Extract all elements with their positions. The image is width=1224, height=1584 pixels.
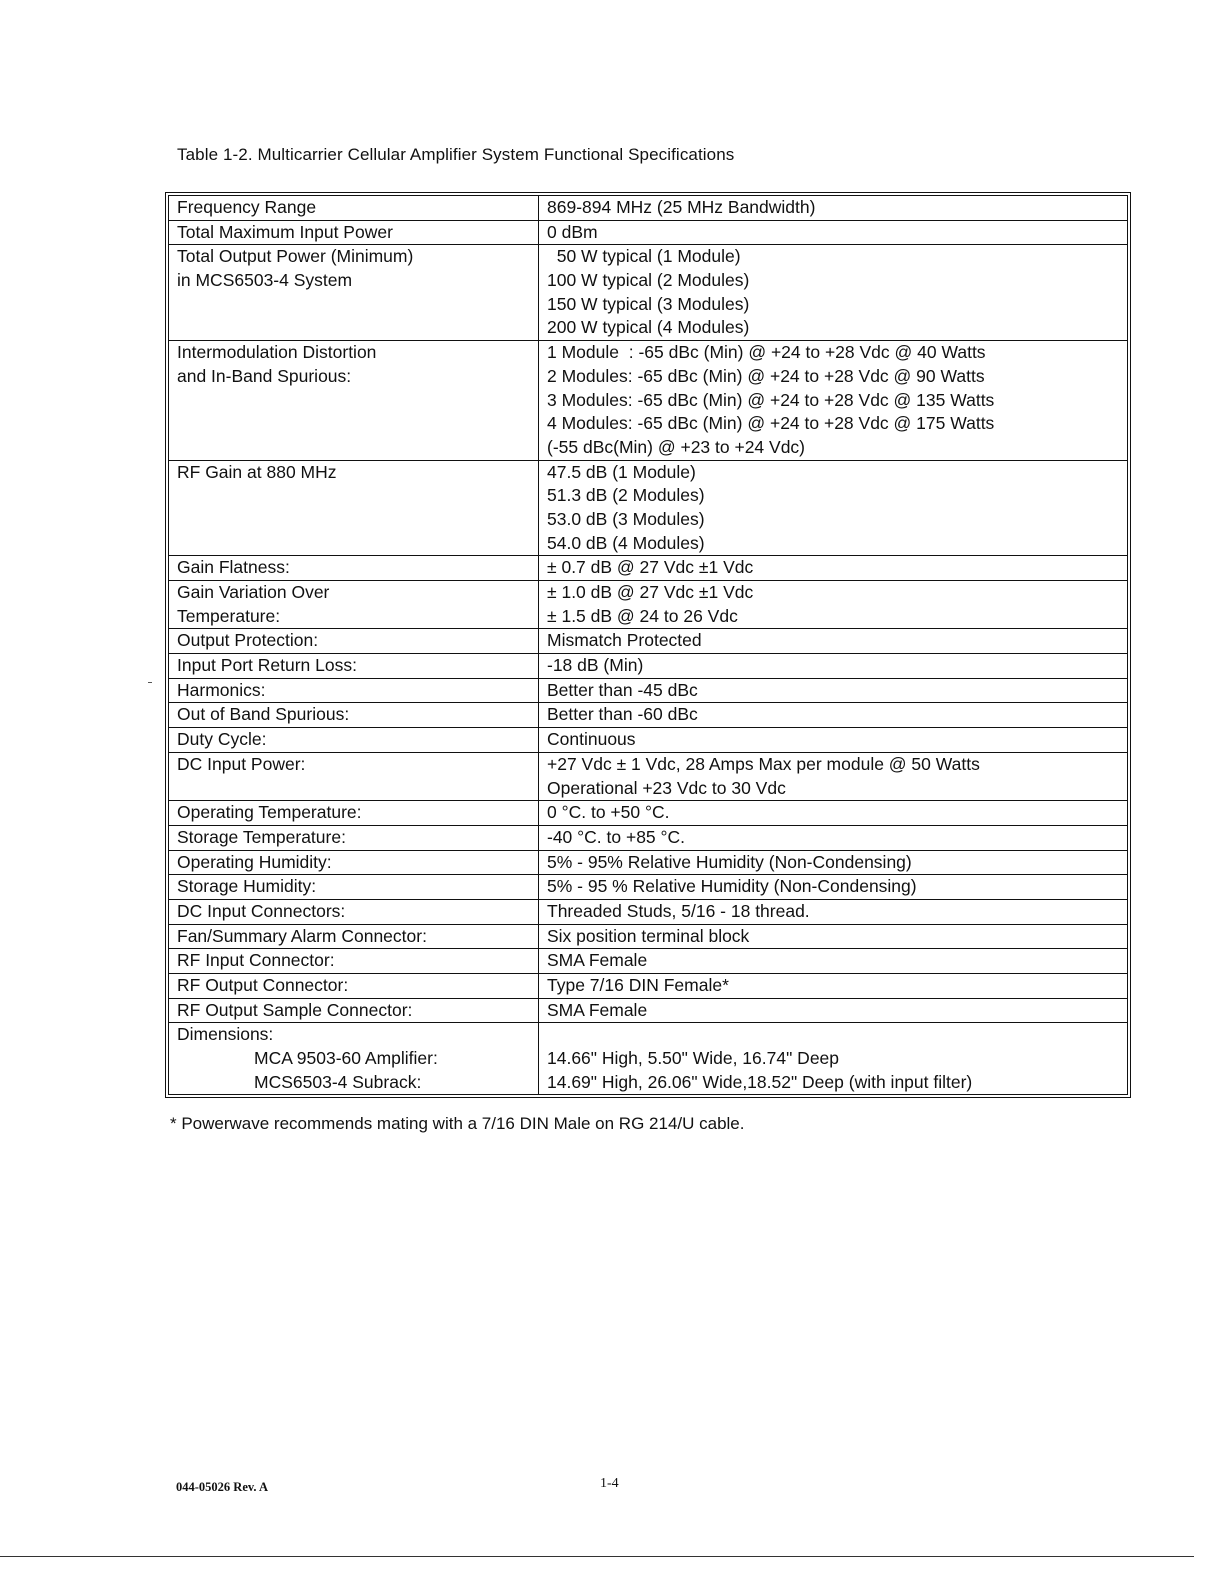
- value-text: Type 7/16 DIN Female*: [547, 975, 729, 995]
- param-cell: [169, 245, 539, 341]
- param-cell: [169, 220, 539, 245]
- param-text: RF Gain at 880 MHz: [177, 461, 337, 482]
- table-row: [169, 752, 1128, 800]
- value-cell: [539, 629, 1128, 654]
- param-cell: [169, 629, 539, 654]
- param-cell: [169, 654, 539, 679]
- value-cell: [539, 949, 1128, 974]
- value-text: SMA Female: [547, 950, 648, 971]
- table-row: [169, 998, 1128, 1023]
- spec-table-body: [169, 196, 1128, 1095]
- param-text: Intermodulation Distortion: [177, 342, 377, 363]
- value-text: Operational +23 Vdc to 30 Vdc: [547, 777, 786, 798]
- table-row: [169, 581, 1128, 629]
- value-cell: [539, 703, 1128, 728]
- value-cell: [539, 899, 1128, 924]
- value-cell: [539, 196, 1128, 221]
- param-cell: [169, 341, 539, 460]
- value-text: 47.5 dB (1 Module): [547, 461, 696, 482]
- value-text: 200 W typical (4 Modules): [547, 317, 750, 338]
- param-cell: [169, 703, 539, 728]
- table-caption: Table 1-2. Multicarrier Cellular Amplifier System Functional Specifications: [177, 145, 735, 164]
- value-cell: [539, 556, 1128, 581]
- scan-mark: [148, 682, 152, 683]
- param-cell: [169, 196, 539, 221]
- param-text: Output Protection:: [177, 630, 319, 651]
- table-row: [169, 875, 1128, 900]
- param-text: in MCS6503-4 System: [177, 270, 353, 291]
- param-text: Fan/Summary Alarm Connector:: [177, 925, 427, 946]
- table-row: [169, 703, 1128, 728]
- param-cell: [169, 728, 539, 753]
- param-cell: [169, 949, 539, 974]
- value-text: 0 dBm: [547, 221, 598, 242]
- value-text: 2 Modules: -65 dBc (Min) @ +24 to +28 Vdc @ 90 Watts: [547, 365, 985, 386]
- amplifier-dimensions-label: MCA 9503-60 Amplifier:: [254, 1048, 438, 1069]
- table-row-dimensions: [169, 1023, 1128, 1095]
- param-text: Total Output Power (Minimum): [177, 246, 414, 267]
- value-cell: [539, 974, 1128, 999]
- dimensions-label: Dimensions:: [177, 1024, 274, 1045]
- value-text: -18 dB (Min): [547, 655, 644, 676]
- value-text: 4 Modules: -65 dBc (Min) @ +24 to +28 Vdc @ 175 Watts: [547, 413, 995, 434]
- param-text: Operating Temperature:: [177, 802, 362, 823]
- param-cell: [169, 825, 539, 850]
- table-row: [169, 220, 1128, 245]
- param-text: DC Input Power:: [177, 753, 306, 774]
- table-row: [169, 924, 1128, 949]
- value-text: ± 1.0 dB @ 27 Vdc ±1 Vdc: [547, 582, 754, 602]
- table-row: [169, 341, 1128, 460]
- page-number: 1-4: [600, 1476, 619, 1491]
- value-cell: [539, 220, 1128, 245]
- subrack-dimensions-value: 14.69" High, 26.06" Wide,18.52" Deep (with input filter): [547, 1071, 973, 1092]
- value-text: 53.0 dB (3 Modules): [547, 508, 705, 529]
- table-row: [169, 949, 1128, 974]
- value-cell: [539, 654, 1128, 679]
- dimensions-spacer: [547, 1023, 1123, 1047]
- param-cell: [169, 850, 539, 875]
- value-text: 869-894 MHz (25 MHz Bandwidth): [547, 197, 816, 217]
- param-text: Gain Flatness:: [177, 557, 290, 578]
- document-number: 044-05026 Rev. A: [176, 1480, 269, 1494]
- subrack-dimensions-label: MCS6503-4 Subrack:: [254, 1071, 422, 1092]
- value-text: Better than -45 dBc: [547, 679, 698, 700]
- value-text: 0 °C. to +50 °C.: [547, 802, 670, 823]
- param-text: RF Input Connector:: [177, 950, 335, 971]
- table-row: [169, 850, 1128, 875]
- value-text: 3 Modules: -65 dBc (Min) @ +24 to +28 Vdc @ 135 Watts: [547, 389, 995, 410]
- value-cell: [539, 460, 1128, 556]
- param-cell: [169, 556, 539, 581]
- value-text: 50 W typical (1 Module): [547, 246, 741, 267]
- value-cell: [539, 825, 1128, 850]
- value-text: 5% - 95% Relative Humidity (Non-Condensing): [547, 851, 912, 872]
- table-row: [169, 556, 1128, 581]
- value-text: Six position terminal block: [547, 925, 750, 946]
- value-text: SMA Female: [547, 999, 648, 1020]
- value-text: 1 Module : -65 dBc (Min) @ +24 to +28 Vdc @ 40 Watts: [547, 342, 986, 363]
- param-text: Duty Cycle:: [177, 729, 267, 750]
- value-text: 51.3 dB (2 Modules): [547, 485, 705, 506]
- value-text: 100 W typical (2 Modules): [547, 270, 750, 291]
- param-text: Temperature:: [177, 605, 281, 626]
- bottom-rule: [0, 1556, 1194, 1557]
- value-cell: [539, 998, 1128, 1023]
- value-cell: [539, 728, 1128, 753]
- spec-table-frame: [165, 192, 1131, 1098]
- spec-table: [168, 195, 1128, 1095]
- value-text: ± 1.5 dB @ 24 to 26 Vdc: [547, 605, 738, 626]
- param-cell: [169, 581, 539, 629]
- param-cell: [169, 899, 539, 924]
- param-text: Storage Temperature:: [177, 826, 346, 847]
- table-row: [169, 801, 1128, 826]
- value-text: Threaded Studs, 5/16 - 18 thread.: [547, 900, 810, 921]
- value-text: Mismatch Protected: [547, 630, 702, 651]
- param-text: RF Output Connector:: [177, 975, 349, 995]
- table-row: [169, 899, 1128, 924]
- value-text: ± 0.7 dB @ 27 Vdc ±1 Vdc: [547, 557, 754, 578]
- param-cell: [169, 998, 539, 1023]
- value-cell: [539, 581, 1128, 629]
- value-text: Better than -60 dBc: [547, 704, 698, 725]
- value-cell: [539, 341, 1128, 460]
- value-cell-dimensions: [539, 1023, 1128, 1095]
- param-cell: [169, 678, 539, 703]
- param-cell: [169, 875, 539, 900]
- amplifier-dimensions-value: 14.66" High, 5.50" Wide, 16.74" Deep: [547, 1048, 840, 1069]
- param-cell: [169, 924, 539, 949]
- param-text: Operating Humidity:: [177, 851, 332, 872]
- footnote: * Powerwave recommends mating with a 7/16 DIN Male on RG 214/U cable.: [170, 1114, 745, 1133]
- value-text: 5% - 95 % Relative Humidity (Non-Condensing): [547, 876, 917, 897]
- param-cell-dimensions: [169, 1023, 539, 1095]
- value-text: (-55 dBc(Min) @ +23 to +24 Vdc): [547, 436, 806, 457]
- param-cell: [169, 801, 539, 826]
- value-cell: [539, 678, 1128, 703]
- param-text: Gain Variation Over: [177, 582, 330, 602]
- param-text: Input Port Return Loss:: [177, 655, 357, 676]
- param-cell: [169, 752, 539, 800]
- table-row: [169, 245, 1128, 341]
- value-text: 54.0 dB (4 Modules): [547, 532, 705, 553]
- param-text: Total Maximum Input Power: [177, 221, 393, 242]
- table-row: [169, 974, 1128, 999]
- value-cell: [539, 245, 1128, 341]
- param-text: and In-Band Spurious:: [177, 365, 352, 386]
- table-row: [169, 196, 1128, 221]
- table-row: [169, 654, 1128, 679]
- param-text: Storage Humidity:: [177, 876, 317, 897]
- value-text: +27 Vdc ± 1 Vdc, 28 Amps Max per module @ 50 Watts: [547, 753, 980, 774]
- value-cell: [539, 850, 1128, 875]
- param-text: DC Input Connectors:: [177, 900, 346, 921]
- table-row: [169, 825, 1128, 850]
- value-text: Continuous: [547, 729, 636, 750]
- table-row: [169, 629, 1128, 654]
- param-cell: [169, 460, 539, 556]
- value-cell: [539, 752, 1128, 800]
- param-text: Harmonics:: [177, 679, 266, 700]
- value-cell: [539, 875, 1128, 900]
- value-cell: [539, 801, 1128, 826]
- value-text: -40 °C. to +85 °C.: [547, 826, 686, 847]
- value-text: 150 W typical (3 Modules): [547, 293, 750, 314]
- param-text: RF Output Sample Connector:: [177, 999, 413, 1020]
- param-text: Out of Band Spurious:: [177, 704, 350, 725]
- value-cell: [539, 924, 1128, 949]
- table-row: [169, 460, 1128, 556]
- table-row: [169, 678, 1128, 703]
- param-cell: [169, 974, 539, 999]
- table-row: [169, 728, 1128, 753]
- param-text: Frequency Range: [177, 197, 317, 217]
